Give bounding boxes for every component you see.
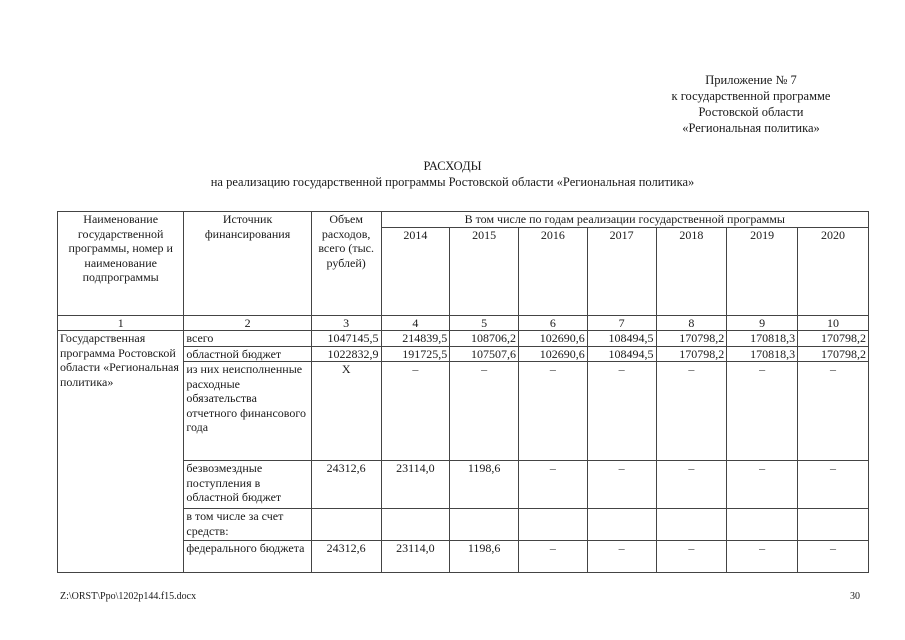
column-number-row xyxy=(58,315,869,331)
value-cell: 1198,6 xyxy=(450,541,519,573)
value-cell xyxy=(798,509,869,541)
title-line-2: на реализацию государственной программы Ростовской области «Региональная политика» xyxy=(210,175,695,189)
value-cell: 170798,2 xyxy=(656,331,727,347)
header-year-2019: 2019 xyxy=(727,227,798,315)
value-cell: 170818,3 xyxy=(727,331,798,347)
appendix-line-2: к государственной программе xyxy=(671,89,831,103)
source-cell: всего xyxy=(184,331,311,347)
program-name: Государственная программа Ростовской области «Региональная политика» xyxy=(58,331,184,573)
col-number: 4 xyxy=(381,315,450,331)
value-cell: 170798,2 xyxy=(656,346,727,362)
value-cell: – xyxy=(656,461,727,509)
value-cell: – xyxy=(587,461,656,509)
source-cell: федерального бюджета xyxy=(184,541,311,573)
appendix-line-4: «Региональная политика» xyxy=(682,121,820,135)
col-number: 9 xyxy=(727,315,798,331)
footer-page-number: 30 xyxy=(850,591,860,602)
value-cell: 170798,2 xyxy=(798,346,869,362)
col-number: 5 xyxy=(450,315,519,331)
value-cell xyxy=(519,509,588,541)
value-cell: – xyxy=(656,362,727,461)
document-title xyxy=(0,158,905,190)
value-cell: – xyxy=(587,362,656,461)
value-cell: – xyxy=(656,541,727,573)
col-number: 2 xyxy=(184,315,311,331)
col-number: 6 xyxy=(519,315,588,331)
value-cell: 170798,2 xyxy=(798,331,869,347)
header-name: Наименование государственной программы, номер и наименование подпрограммы xyxy=(58,212,184,316)
value-cell: – xyxy=(727,541,798,573)
value-cell: – xyxy=(450,362,519,461)
value-cell: 23114,0 xyxy=(381,461,450,509)
value-cell: – xyxy=(519,461,588,509)
header-year-2015: 2015 xyxy=(450,227,519,315)
value-cell: – xyxy=(587,541,656,573)
value-cell: 102690,6 xyxy=(519,346,588,362)
value-cell xyxy=(727,509,798,541)
col-number: 1 xyxy=(58,315,184,331)
value-cell: 1198,6 xyxy=(450,461,519,509)
appendix-header xyxy=(620,72,882,136)
col-number: 10 xyxy=(798,315,869,331)
source-cell: областной бюджет xyxy=(184,346,311,362)
value-cell: – xyxy=(727,461,798,509)
header-year-2020: 2020 xyxy=(798,227,869,315)
value-cell: – xyxy=(727,362,798,461)
header-year-2014: 2014 xyxy=(381,227,450,315)
value-cell xyxy=(311,509,381,541)
source-cell: безвозмездные поступления в областной бюджет xyxy=(184,461,311,509)
value-cell: – xyxy=(519,541,588,573)
value-cell: – xyxy=(798,362,869,461)
value-cell: 214839,5 xyxy=(381,331,450,347)
value-cell: – xyxy=(798,461,869,509)
col-number: 3 xyxy=(311,315,381,331)
value-cell: 108494,5 xyxy=(587,331,656,347)
value-cell: 24312,6 xyxy=(311,541,381,573)
value-cell: 108706,2 xyxy=(450,331,519,347)
value-cell: 108494,5 xyxy=(587,346,656,362)
value-cell xyxy=(587,509,656,541)
source-cell: в том числе за счет средств: xyxy=(184,509,311,541)
source-cell: из них неисполненные расходные обязательства отчетного финансового года xyxy=(184,362,311,461)
value-cell xyxy=(656,509,727,541)
header-volume: Объем расходов, всего (тыс. рублей) xyxy=(311,212,381,316)
value-cell: 107507,6 xyxy=(450,346,519,362)
table-row xyxy=(58,331,869,347)
title-line-1: РАСХОДЫ xyxy=(423,159,482,173)
value-cell: 170818,3 xyxy=(727,346,798,362)
value-cell: – xyxy=(519,362,588,461)
value-cell: 1047145,5 xyxy=(311,331,381,347)
header-year-2016: 2016 xyxy=(519,227,588,315)
value-cell: – xyxy=(798,541,869,573)
value-cell: 23114,0 xyxy=(381,541,450,573)
value-cell xyxy=(450,509,519,541)
value-cell: 24312,6 xyxy=(311,461,381,509)
value-cell xyxy=(381,509,450,541)
col-number: 8 xyxy=(656,315,727,331)
value-cell: – xyxy=(381,362,450,461)
header-year-2017: 2017 xyxy=(587,227,656,315)
col-number: 7 xyxy=(587,315,656,331)
value-cell: 191725,5 xyxy=(381,346,450,362)
header-year-2018: 2018 xyxy=(656,227,727,315)
value-cell: Х xyxy=(311,362,381,461)
appendix-line-3: Ростовской области xyxy=(698,105,804,119)
value-cell: 102690,6 xyxy=(519,331,588,347)
appendix-line-1: Приложение № 7 xyxy=(705,73,797,87)
footer-file-path: Z:\ORST\Ppo\1202p144.f15.docx xyxy=(60,591,197,602)
value-cell: 1022832,9 xyxy=(311,346,381,362)
expenses-table xyxy=(57,211,869,573)
header-source: Источник финансирования xyxy=(184,212,311,316)
header-by-years: В том числе по годам реализации государственной программы xyxy=(381,212,868,228)
